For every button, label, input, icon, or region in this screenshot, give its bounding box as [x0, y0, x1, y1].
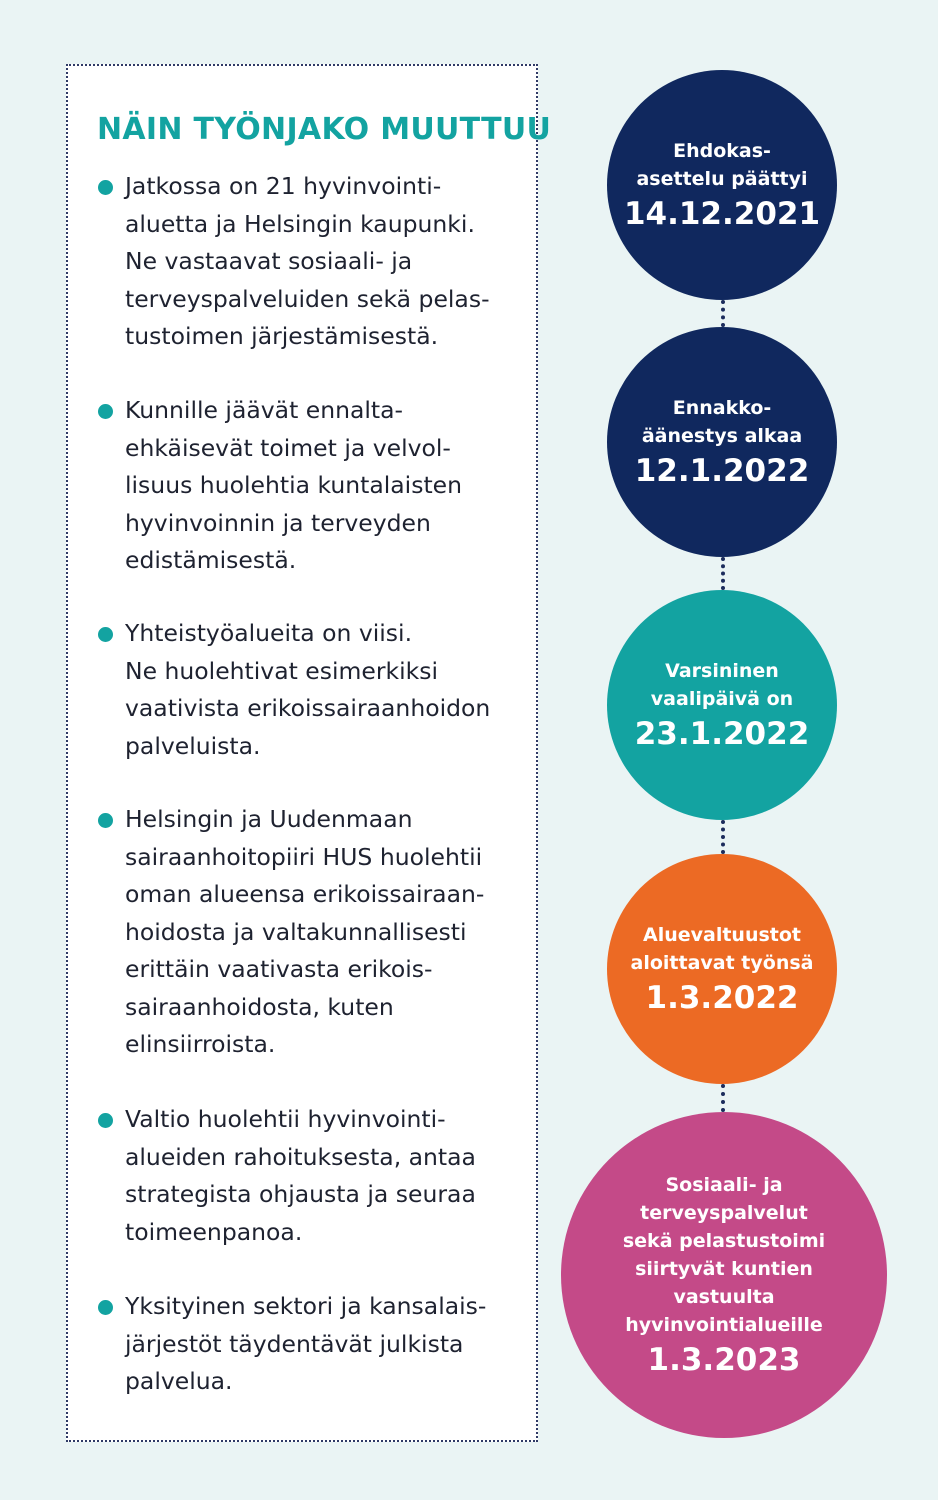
- bullet-text-line: Yksityinen sektori ja kansalais-: [125, 1292, 487, 1320]
- bullet-text-line: terveyspalveluiden sekä pelas-: [125, 284, 490, 313]
- bullet-item: [98, 615, 518, 765]
- bullet-text-line: järjestöt täydentävät julkista: [125, 1329, 464, 1358]
- timeline-milestone: [607, 327, 837, 557]
- bullet-text-line: oman alueensa erikoissairaan-: [125, 880, 485, 908]
- bullet-item: [98, 168, 518, 356]
- bullet-text-line: lisuus huolehtia kuntalaisten: [125, 471, 463, 499]
- timeline-milestone: [607, 590, 837, 820]
- milestone-label: Aluevaltuustot aloittavat työnsä: [630, 923, 814, 974]
- bullet-text-line: palvelua.: [125, 1367, 233, 1395]
- bullet-text-line: Jatkossa on 21 hyvinvointi-: [125, 172, 442, 200]
- bullet-text-line: strategista ohjausta ja seuraa: [125, 1180, 476, 1208]
- bullet-text-line: alueiden rahoituksesta, antaa: [125, 1142, 476, 1171]
- bullet-item: [98, 392, 518, 580]
- bullet-text-line: Helsingin ja Uudenmaan: [125, 805, 413, 833]
- bullet-dot-icon: [98, 627, 113, 642]
- milestone-label: Ehdokas- asettelu päättyi: [636, 139, 808, 190]
- bullet-dot-icon: [98, 180, 113, 195]
- milestone-date: 12.1.2022: [634, 452, 810, 489]
- bullet-text-line: ehkäisevät toimet ja velvol-: [125, 433, 451, 462]
- bullet-text-line: tustoimen järjestämisestä.: [125, 322, 439, 350]
- bullet-dot-icon: [98, 1300, 113, 1315]
- bullet-text-line: Ne huolehtivat esimerkiksi: [125, 656, 439, 685]
- bullet-item: [98, 1101, 518, 1251]
- timeline-connector: [721, 820, 725, 854]
- bullet-item: [98, 801, 518, 1064]
- timeline-milestone: [561, 1112, 887, 1438]
- bullet-text-line: sairaanhoidosta, kuten: [125, 992, 394, 1021]
- timeline-connector: [721, 300, 725, 327]
- milestone-label: Ennakko- äänestys alkaa: [641, 396, 803, 447]
- bullet-dot-icon: [98, 1113, 113, 1128]
- milestone-label: Sosiaali- ja terveyspalvelut sekä pelastustoimi siirtyvät kuntien vastuulta hyvinvointialueille: [622, 1173, 826, 1336]
- timeline-connector: [721, 557, 725, 590]
- bullet-text-line: Valtio huolehtii hyvinvointi-: [125, 1105, 446, 1133]
- timeline-milestone: [607, 854, 837, 1084]
- bullet-text-line: hoidosta ja valtakunnallisesti: [125, 917, 467, 946]
- bullet-text-line: elinsiirroista.: [125, 1030, 276, 1058]
- bullet-text-line: sairaanhoitopiiri HUS huolehtii: [125, 842, 483, 871]
- bullet-text-line: aluetta ja Helsingin kaupunki.: [125, 209, 475, 238]
- milestone-date: 23.1.2022: [634, 715, 810, 752]
- bullet-dot-icon: [98, 404, 113, 419]
- bullet-text-line: toimeenpanoa.: [125, 1217, 303, 1246]
- bullet-text-line: vaativista erikoissairaanhoidon: [125, 694, 491, 722]
- heading: NÄIN TYÖNJAKO MUUTTUU: [97, 112, 552, 147]
- bullet-text-line: palveluista.: [125, 731, 261, 760]
- milestone-date: 14.12.2021: [623, 195, 821, 232]
- timeline-connector: [721, 1084, 725, 1112]
- bullet-text-line: hyvinvoinnin ja terveyden: [125, 508, 431, 537]
- bullet-text-line: Ne vastaavat sosiaali- ja: [125, 247, 413, 275]
- milestone-date: 1.3.2023: [647, 1341, 801, 1378]
- bullet-text-line: Kunnille jäävät ennalta-: [125, 396, 404, 424]
- bullet-item: [98, 1288, 518, 1401]
- timeline-milestone: [607, 70, 837, 300]
- milestone-label: Varsininen vaalipäivä on: [650, 659, 794, 710]
- milestone-date: 1.3.2022: [645, 979, 799, 1016]
- bullet-text-line: edistämisestä.: [125, 546, 297, 574]
- bullet-text-line: Yhteistyöalueita on viisi.: [125, 619, 413, 647]
- bullet-dot-icon: [98, 813, 113, 828]
- bullet-text-line: erittäin vaativasta erikois-: [125, 955, 433, 983]
